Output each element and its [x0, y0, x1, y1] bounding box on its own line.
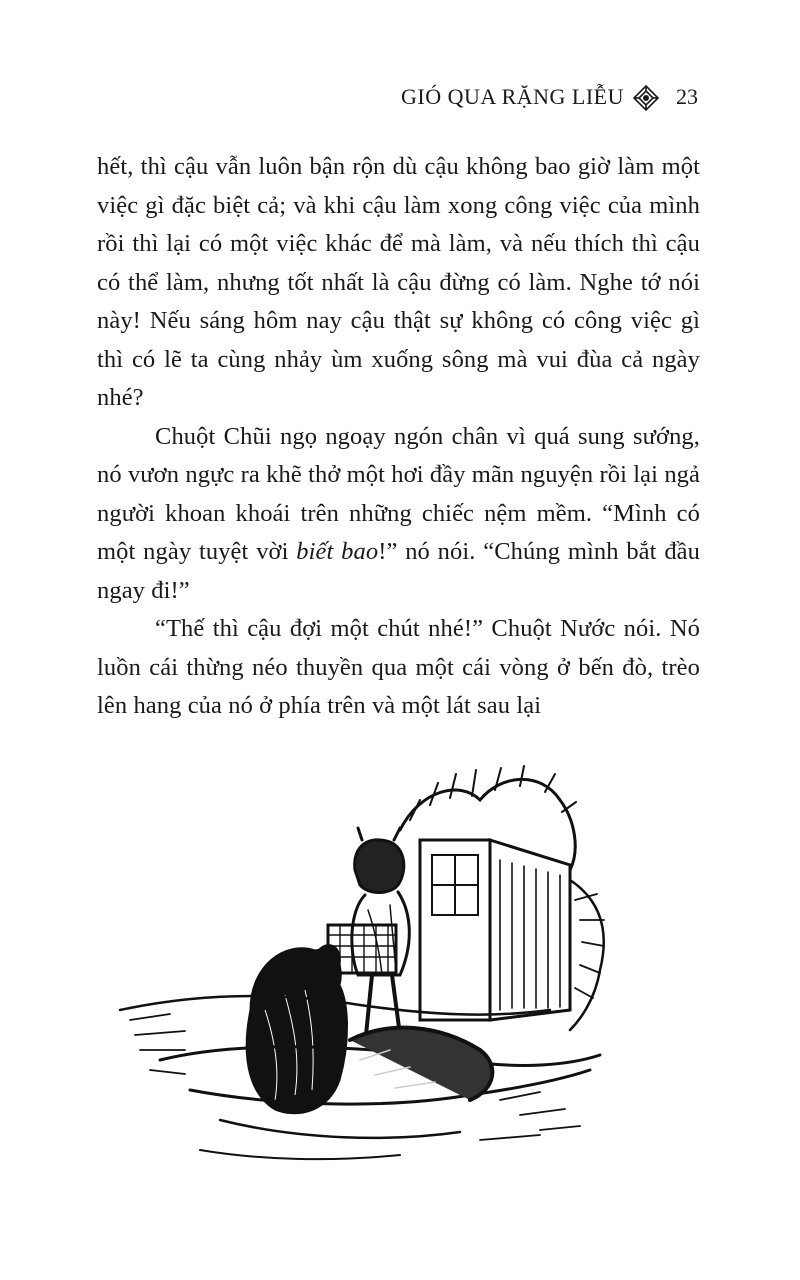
page-header: [0, 80, 800, 116]
body-text: [97, 148, 700, 726]
ornament-icon: [632, 84, 660, 112]
illustration-rat-and-mole-at-boathouse: [100, 760, 670, 1170]
paragraph-2-text-end: !” nó nói. “Chúng mình bắt đầu ngay đi!”: [97, 538, 700, 604]
paragraph-2-emphasis: biết bao: [296, 538, 379, 565]
paragraph-1: [97, 148, 700, 418]
paragraph-3-text: “Thế thì cậu đợi một chút nhé!” Chuột Nước nói. Nó luồn cái thừng néo thuyền qua một cái vòng ở bến đò, trèo lên hang của nó ở phía trên và một lát sau lại: [97, 615, 700, 719]
paragraph-3: [97, 610, 700, 726]
paragraph-2-text: Chuột Chũi ngọ ngoạy ngón chân vì quá sung sướng, nó vươn ngực ra khẽ thở một hơi đầy mãn nguyện rồi lại ngả người khoan khoái trên những chiếc nệm mềm. “Mình có một ngày tuyệt vời: [97, 422, 700, 565]
running-title: GIÓ QUA RẶNG LIỄU: [401, 84, 624, 109]
paragraph-1-text: hết, thì cậu vẫn luôn bận rộn dù cậu không bao giờ làm một việc gì đặc biệt cả; và khi cậu làm xong công việc của mình rồi thì lại có một việc khác để mà làm, và nếu thích thì cậu có thể làm, nhưng tốt nhất là cậu đừng có làm. Nghe tớ nói này! Nếu sáng hôm nay cậu thật sự không có công việc gì thì có lẽ ta cùng nhảy ùm xuống sông mà vui đùa cả ngày nhé?: [97, 153, 700, 411]
paragraph-2: [97, 418, 700, 611]
page-number: 23: [676, 84, 698, 109]
